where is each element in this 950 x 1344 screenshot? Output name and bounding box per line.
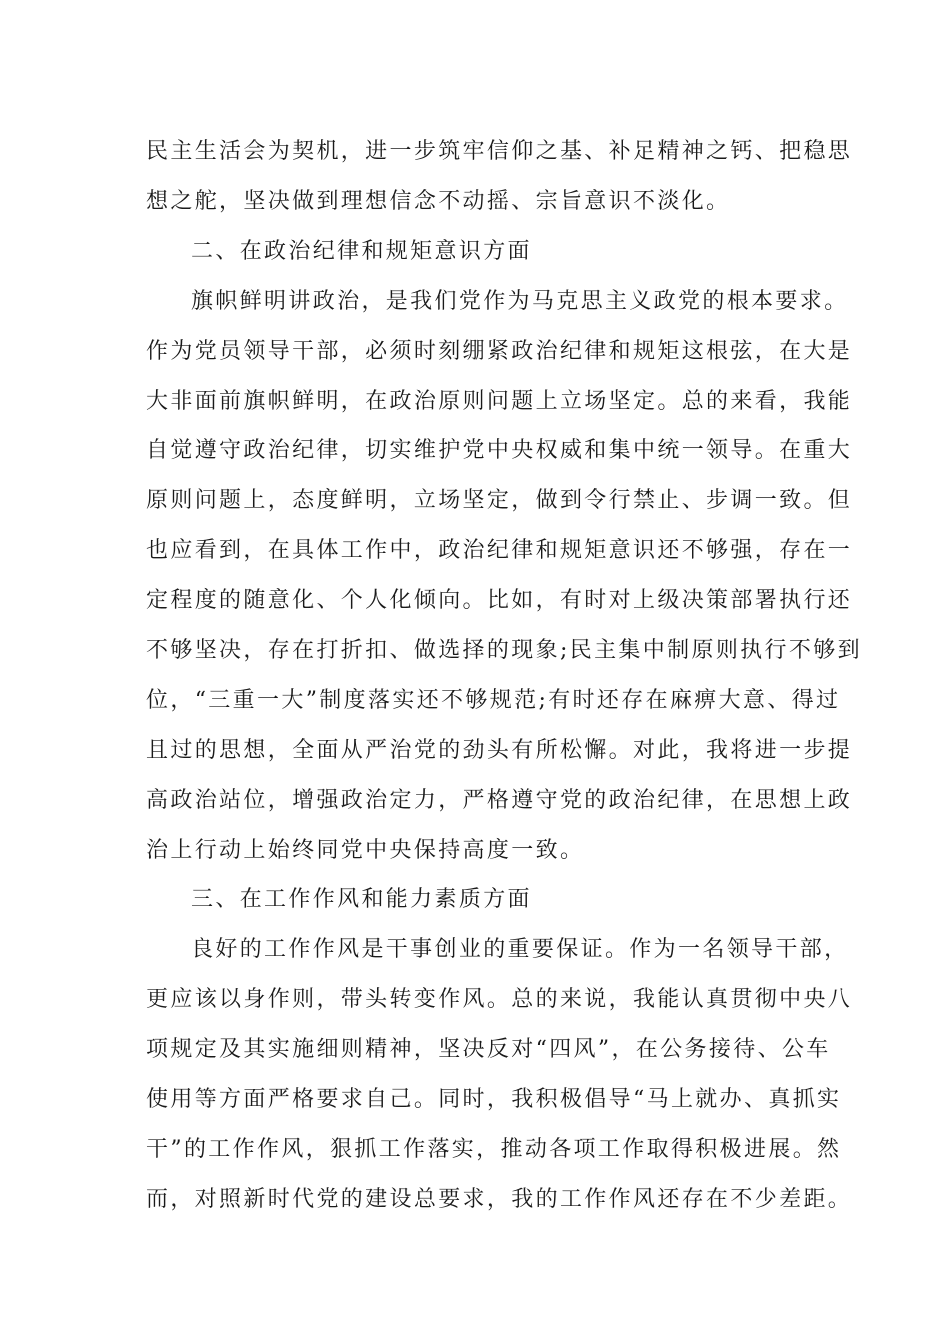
body-text-line: 作为党员领导干部，必须时刻绷紧政治纪律和规矩这根弦，在大是	[146, 339, 853, 364]
body-text-line: 也应看到，在具体工作中，政治纪律和规矩意识还不够强，存在一	[146, 538, 853, 563]
body-text-line: 干”的工作作风，狠抓工作落实，推动各项工作取得积极进展。然	[146, 1137, 842, 1162]
body-text-line: 不够坚决，存在打折扣、做选择的现象;民主集中制原则执行不够到	[146, 638, 862, 663]
section-heading-political-discipline: 二、在政治纪律和规矩意识方面	[191, 239, 532, 264]
body-text-line: 自觉遵守政治纪律，切实维护党中央权威和集中统一领导。在重大	[146, 438, 853, 463]
body-text-line: 民主生活会为契机，进一步筑牢信仰之基、补足精神之钙、把稳思	[146, 139, 853, 164]
body-text-line: 想之舵，坚决做到理想信念不动摇、宗旨意识不淡化。	[146, 189, 731, 214]
body-text-line: 原则问题上，态度鲜明，立场坚定，做到令行禁止、步调一致。但	[146, 488, 853, 513]
section-heading-work-style: 三、在工作作风和能力素质方面	[191, 887, 532, 912]
body-text-line: 使用等方面严格要求自己。同时，我积极倡导“马上就办、真抓实	[146, 1087, 842, 1112]
body-text-line: 旗帜鲜明讲政治，是我们党作为马克思主义政党的根本要求。	[191, 289, 849, 314]
body-text-line: 项规定及其实施细则精神，坚决反对“四风”，在公务接待、公车	[146, 1037, 831, 1062]
body-text-line: 良好的工作作风是干事创业的重要保证。作为一名领导干部，	[191, 937, 849, 962]
body-text-line: 且过的思想，全面从严治党的劲头有所松懈。对此，我将进一步提	[146, 738, 853, 763]
body-text-line: 高政治站位，增强政治定力，严格遵守党的政治纪律，在思想上政	[146, 788, 853, 813]
body-text-line: 治上行动上始终同党中央保持高度一致。	[146, 838, 585, 863]
body-text-line: 大非面前旗帜鲜明，在政治原则问题上立场坚定。总的来看，我能	[146, 389, 853, 414]
body-text-line: 定程度的随意化、个人化倾向。比如，有时对上级决策部署执行还	[146, 588, 853, 613]
body-text-line: 位，“三重一大”制度落实还不够规范;有时还存在麻痹大意、得过	[146, 688, 841, 713]
body-text-line: 更应该以身作则，带头转变作风。总的来说，我能认真贯彻中央八	[146, 987, 853, 1012]
body-text-line: 而，对照新时代党的建设总要求，我的工作作风还存在不少差距。	[146, 1187, 853, 1212]
